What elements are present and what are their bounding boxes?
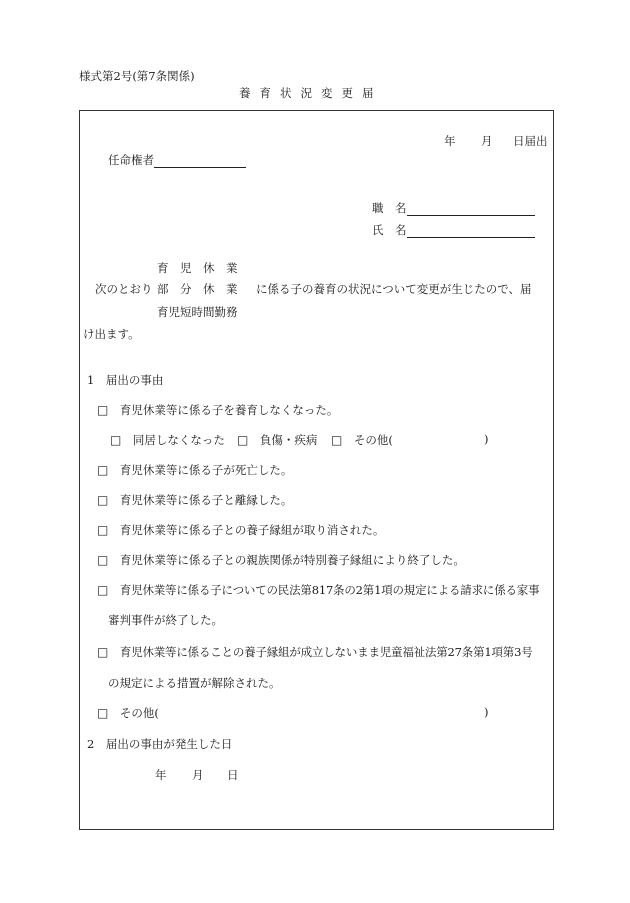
appointer-field	[108, 152, 246, 168]
sub-option-row	[110, 432, 225, 448]
sub-other-label: その他(	[353, 433, 393, 447]
section1-heading: 1 届出の事由	[87, 373, 164, 387]
form-number: 様式第2号(第7条関係)	[79, 69, 195, 83]
position-line[interactable]	[407, 203, 535, 216]
other-label: その他(	[119, 706, 159, 720]
reason-child-welfare	[97, 644, 533, 660]
sub-option-other	[331, 432, 393, 448]
occurrence-month-label: 月	[192, 768, 204, 782]
leave-type-shorthours: 育児短時間勤務	[157, 305, 238, 319]
intro-prefix: 次のとおり	[95, 282, 153, 296]
other-close: )	[484, 705, 489, 719]
page-title: 養育状況変更届	[239, 86, 383, 100]
occurrence-year-label: 年	[155, 768, 167, 782]
name-line[interactable]	[407, 225, 535, 238]
name-label: 氏 名	[372, 223, 407, 237]
reason-label: 育児休業等に係る子との養子縁組が取り消された。	[119, 523, 385, 537]
position-label: 職 名	[372, 201, 407, 215]
injury-label: 負傷・疾病	[259, 433, 318, 447]
intro-suffix: に係る子の養育の状況について変更が生じたので、届	[256, 282, 532, 296]
checkbox-adoption-cancelled[interactable]: □	[97, 523, 109, 537]
reason-civil-code-cont: 審判事件が終了した。	[108, 613, 223, 627]
sub-other-close: )	[484, 432, 489, 446]
appointer-line[interactable]	[154, 155, 246, 168]
no-cohabit-label: 同居しなくなった	[132, 433, 225, 447]
intro-line-end: け出ます。	[83, 327, 140, 341]
reason-civil-code	[97, 582, 539, 598]
reason-label: 育児休業等に係る子を養育しなくなった。	[119, 403, 339, 417]
checkbox-dissolved[interactable]: □	[97, 493, 109, 507]
reason-adoption-cancelled	[97, 522, 384, 538]
date-submitted-label: 日届出	[513, 134, 548, 148]
reason-label: 育児休業等に係ることの養子縁組が成立しないまま児童福祉法第27条第1項第3号	[119, 645, 533, 659]
checkbox-injury[interactable]: □	[237, 433, 249, 447]
checkbox-special-adoption[interactable]: □	[97, 553, 109, 567]
checkbox-child-died[interactable]: □	[97, 463, 109, 477]
date-month-label: 月	[481, 134, 493, 148]
reason-label: 育児休業等に係る子についての民法第817条の2第1項の規定による請求に係る家事	[119, 583, 540, 597]
reason-no-longer-raising	[97, 402, 338, 418]
checkbox-sub-other[interactable]: □	[331, 433, 343, 447]
reason-child-welfare-cont: の規定による措置が解除された。	[108, 676, 281, 690]
name-field	[372, 222, 535, 238]
sub-option-injury	[237, 432, 317, 448]
leave-type-partial: 部 分 休 業	[157, 282, 238, 296]
leave-type-childcare: 育 児 休 業	[157, 261, 238, 275]
position-field	[372, 200, 535, 216]
reason-other	[97, 705, 159, 721]
reason-dissolved	[97, 492, 292, 508]
checkbox-child-welfare[interactable]: □	[97, 645, 109, 659]
appointer-label: 任命権者	[108, 153, 154, 167]
section2-heading: 2 届出の事由が発生した日	[87, 737, 233, 751]
checkbox-other[interactable]: □	[97, 706, 109, 720]
reason-special-adoption	[97, 552, 465, 568]
reason-label: 育児休業等に係る子が死亡した。	[119, 463, 293, 477]
occurrence-day-label: 日	[227, 768, 239, 782]
checkbox-civil-code[interactable]: □	[97, 583, 109, 597]
checkbox-no-longer-raising[interactable]: □	[97, 403, 109, 417]
checkbox-no-cohabit[interactable]: □	[110, 433, 122, 447]
reason-label: 育児休業等に係る子との親族関係が特別養子縁組により終了した。	[119, 553, 465, 567]
reason-label: 育児休業等に係る子と離縁した。	[119, 493, 293, 507]
date-year-label: 年	[444, 134, 456, 148]
reason-child-died	[97, 462, 292, 478]
